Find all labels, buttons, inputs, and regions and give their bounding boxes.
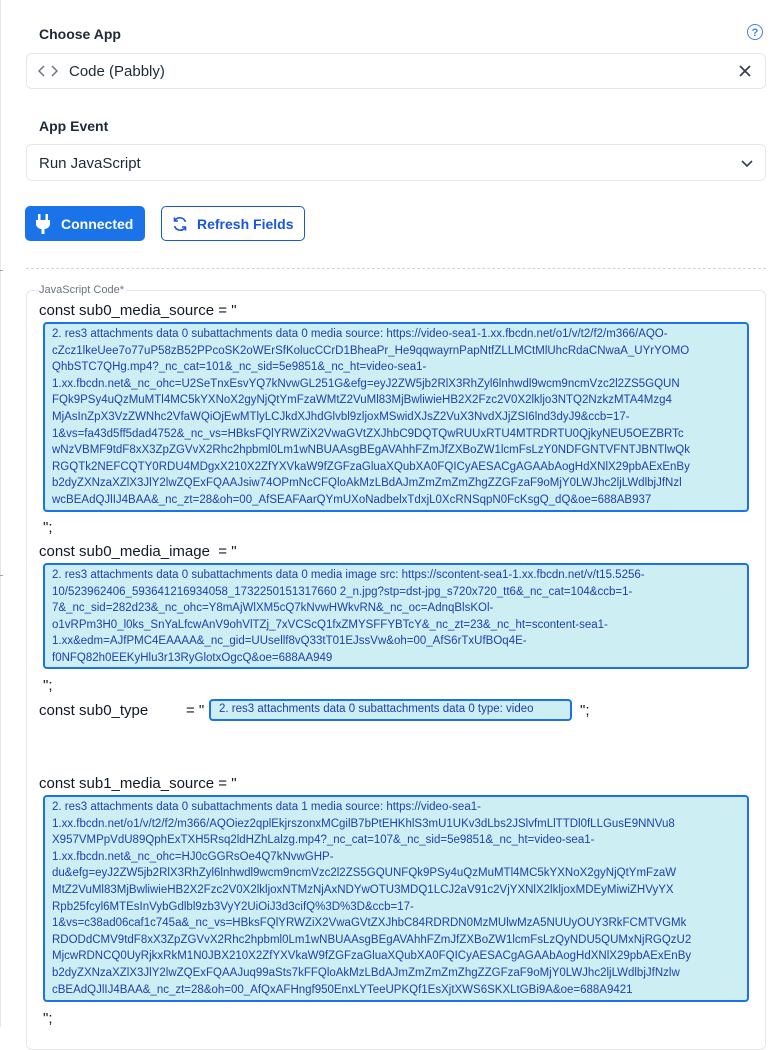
code-brackets-icon — [38, 63, 58, 79]
chevron-down-icon[interactable] — [741, 158, 753, 168]
left-tick — [0, 575, 3, 576]
variable-token-sub0-media-image[interactable]: 2. res3 attachments data 0 subattachments data 0 media image src: https://scontent-sea1-1.xx.fbcdn.net/v/t15.5256- 10/523962406_593641216934058_1732250151317660 2_n.jpg?stp=dst-jpg_s720x720_tt6&_nc_cat=104&ccb=1- 7&_nc_sid=282d23&_nc_ohc=Y8mAjWlXM5cQ7kNvwHWkvRN&_nc_oc=AdnqBlsKOl- o1vRPm3H0_l0ks_SnYaLfcwAnV9ohVlTZj_7xVCScQ1fxZMYSFFYBTcY&_nc_zt=23&_nc_ht=scontent-sea1- 1.xx&edm=AJfPMC4EAAAA&_nc_gid=UUsellf8vQ33tT01EJssVw&oh=00_AfS6rTxUfBOq4E- f0NFQ82h0EEKyHlu3r13RyGlotxOgcQ&oe=688AA949 — [43, 563, 749, 669]
connected-label: Connected — [61, 216, 134, 232]
left-border — [0, 0, 1, 1027]
app-event-label: App Event — [39, 118, 109, 134]
refresh-fields-label: Refresh Fields — [197, 216, 294, 232]
selected-event: Run JavaScript — [39, 155, 141, 172]
code-line-close[interactable]: "; — [43, 519, 53, 536]
code-line-close[interactable]: "; — [43, 1010, 53, 1027]
variable-token-sub0-media-source[interactable]: 2. res3 attachments data 0 subattachments data 0 media source: https://video-sea1-1.xx.fbcdn.net/o1/v/t2/f2/m366/AQO- cZcz1lkeUee7o77uP58zB52PPcoSK2oWErSfKolucCCrD1BheaPr_He9qqwayrnPapNtfZLLMCtMlUhcRdaCNwaA_UYrYOMO QhbSTC7QHg.mp4?_nc_cat=101&_nc_sid=5e9851&_nc_ht=video-sea1- 1.xx.fbcdn.net&_nc_ohc=U2SeTnxEsvYQ7kNvwGL251G&efg=eyJ2ZW5jb2RlX3RhZyl6lnhwdl9wcm9ncmVzc2l2ZS5GQUN FQk9PSy4uQzMuMTl4MC5kYXNoX2gyNjQtYmFzaWMtZ2VuMl83MjBwliwieHB2X2Fzc2V0X2lkljo3NTQ2NzkzMTA4Mzg4 MjAsInZpX3VzZWNhc2VfaWQiOjEwMTlyLCJkdXJhdGlvbl9zljoxMSwidXJsZ2VuX3NvdXJjZSI6lnd3dyJ9&ccb=17- 1&vs=fa43d5ff5dad4752&_nc_vs=HBksFQlYRWZiX2VwaGVtZXJhbC9DQTQwRUUxRTU4MTRDRTU0QjkyNEU5OEZBRTc wNzVBMF9tdF8xX3ZpZGVvX2Rhc2hpbml0Lm1wNBUAAsgBEgAVAhhFZmJfZXBoZW1lcmFsLzY0NDFGNTVFNTJBNTlwQk RGQTk2NEFCQTY0RDU4MDgxX210X2ZfYXVkaW9fZGFzaGluaXQubXA0FQICyAESACgAGAAbAogHdXNlX29pbAExEnBy b2dyZXNzaXZlX3JlY2lwZQExFQAAJsiw74OPmNcCFQloAkMzLBdAJmZmZmZmZhgZZGFzaF9oMjY0LWJhc2ljLWdlbjJfNzl wcBEAdQJlIJ4BAA&_nc_zt=28&oh=00_AfSEAFAarQYmUXoNadbelxTdxjL0XcRNSqpN0FcKsgQ_dQ&oe=688AB937 — [43, 322, 749, 512]
code-line-sub0-media-source[interactable]: const sub0_media_source = " — [39, 302, 237, 319]
required-mark: * — [119, 284, 124, 296]
plug-icon — [35, 214, 51, 234]
question-circle-icon[interactable]: ? — [747, 24, 763, 40]
refresh-fields-button[interactable] — [161, 206, 305, 241]
divider — [26, 268, 766, 269]
left-tick — [0, 270, 3, 271]
choose-app-label: Choose App — [39, 26, 121, 42]
code-line-close[interactable]: "; — [43, 677, 53, 694]
code-line-sub0-type[interactable]: const sub0_type — [39, 702, 149, 719]
code-line-sub0-media-image[interactable]: const sub0_media_image = " — [39, 543, 237, 560]
javascript-code-label: JavaScript Code* — [39, 284, 124, 296]
variable-token-sub1-media-source[interactable]: 2. res3 attachments data 0 subattachments data 1 media source: https://video-sea1- 1.xx.fbcdn.net/o1/v/t2/f2/m366/AQOiez2qplEkjrszonxMCgilB7bPtEHKhlS3mU1UKv3dLbs2JSlvfmLlTTDl0fLLGusE9NNVu8 X957VMPpVdU89QphExTXH5Rsq2ldHZhLalzg.mp4?_nc_cat=107&_nc_sid=5e9851&_nc_ht=video-sea1- 1.xx.fbcdn.net&_nc_ohc=HJ0cGGRsOe4Q7kNvwGHP- du&efg=eyJ2ZW5jb2RlX3RhZyl6lnhwdl9wcm9ncmVzc2l2ZS5GQUNFQk9PSy4uQzMuMTl4MC5kYXNoX2gyNjQtYmFzaW MtZ2VuMl83MjBwliwieHB2X2Fzc2V0X2lkljoxNTMzNjAxNDYwOTU3MDQ1LCJ2aV91c2VjYXNlX2lkljoxMDEyMiwiZHVyYX Rpb25fcyl6MTEsInVybGdlbl9zb3VyY2UiOiJ3d3cifQ%3D%3D&ccb=17- 1&vs=c38ad06caf1c745a&_nc_vs=HBksFQlYRWZiX2VwaGVtZXJhbC84RDRDN0MzMUlwMzA5NUUyOUY3RkFCMTVGMk RDODdCMV9tdF8xX3ZpZGVvX2Rhc2hpbml0Lm1wNBUAAsgBEgAVAhhFZmJfZXBoZW1lcmFsLzQyNDU5QUMxNjRGQzU2 MjcwRDNCQ0UyRjkxRkM1N0JBX210X2ZfYXVkaW9fZGFzaGluaXQubXA0FQICyAESACgAGAAbAogHdXNlX29pbAExEnBy b2dyZXNzaXZlX3JlY2lwZQExFQAAJuq99aSts7kFFQloAkMzLBdAJmZmZmZmZhgZZGFzaF9oMjY0LWJhc2ljLWdlbjJfNzlw cBEAdQJlIJ4BAA&_nc_zt=28&oh=00_AfQxAFHngf950EnxLYTeeUPKQf1EsXjtXWS6SKXLtGBi9A&oe=688A9421 — [43, 795, 749, 1002]
variable-token-sub0-type[interactable]: 2. res3 attachments data 0 subattachments data 0 type: video — [209, 699, 572, 721]
code-line-close[interactable]: "; — [580, 702, 590, 719]
connected-button[interactable] — [25, 206, 145, 241]
code-line-sub1-media-source[interactable]: const sub1_media_source = " — [39, 775, 237, 792]
close-icon[interactable] — [738, 64, 752, 78]
refresh-icon — [172, 216, 188, 232]
code-line-sub0-type-eq[interactable]: = " — [186, 702, 205, 719]
selected-app: Code (Pabbly) — [69, 63, 165, 80]
